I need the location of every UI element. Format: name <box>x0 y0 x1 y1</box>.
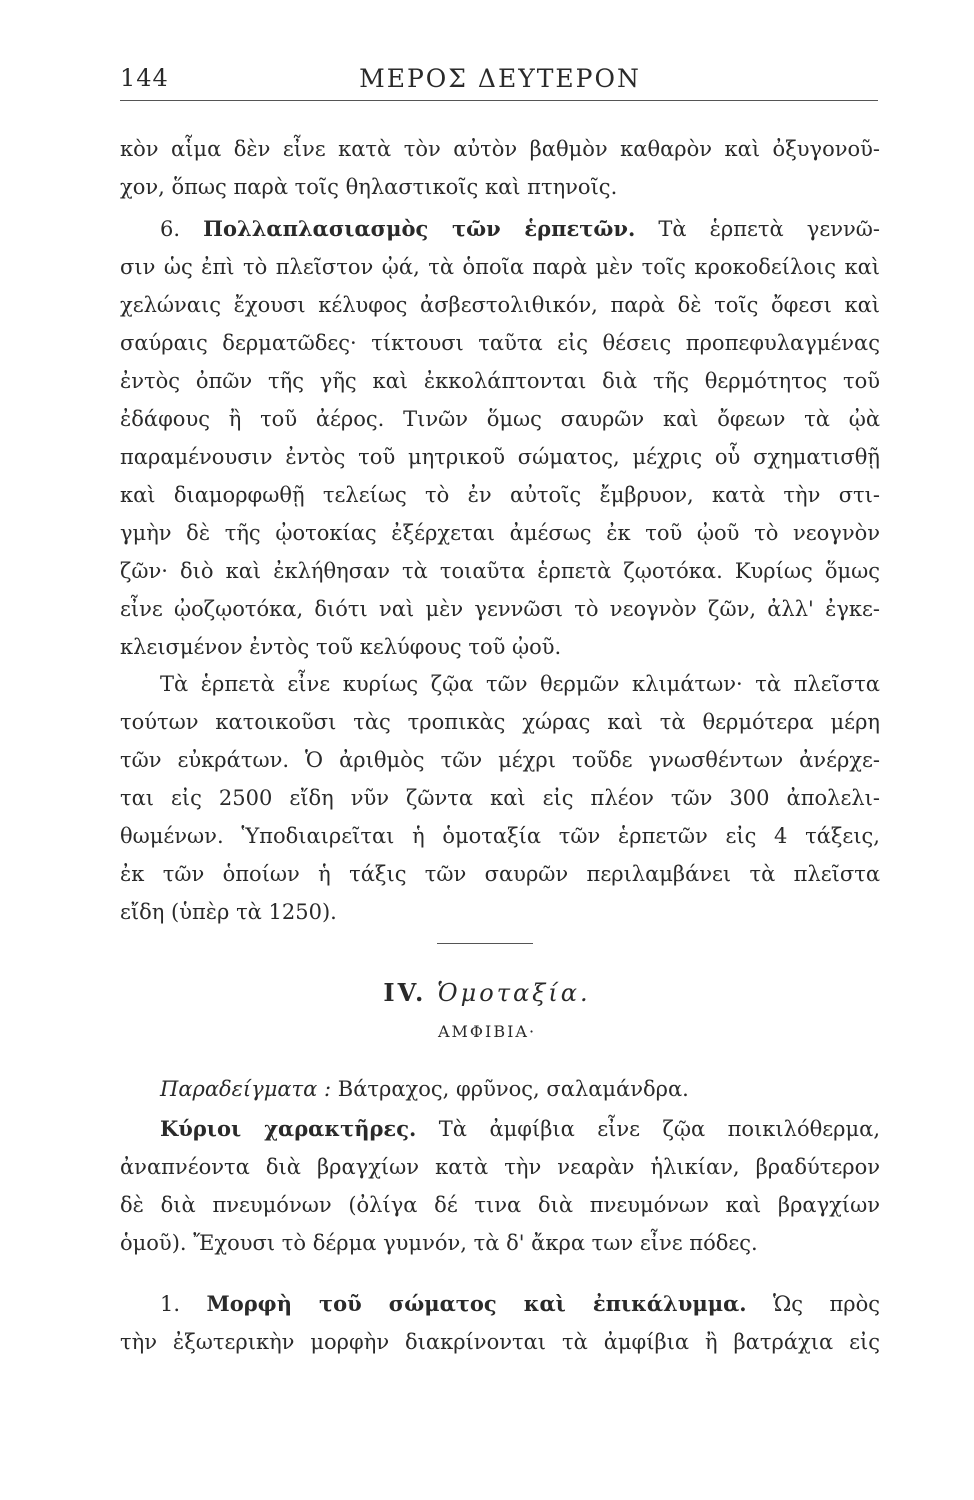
examples-text: Βάτραχος, φρῦνος, σαλαμάνδρα. <box>337 1077 689 1101</box>
section-name: Ὁμοταξία. <box>437 979 591 1007</box>
text-line: ἐντὸς ὀπῶν τῆς γῆς καὶ ἐκκολάπτονται διὰ τῆς θερμότητος τοῦ <box>120 369 880 393</box>
text-line: ὁμοῦ). Ἔχουσι τὸ δέρμα γυμνόν, τὰ δ' ἄκρα των εἶνε πόδες. <box>120 1231 758 1255</box>
paragraph-distribution <box>120 665 880 931</box>
text-line: κὸν αἷμα δὲν εἶνε κατὰ τὸν αὐτὸν βαθμὸν καθαρὸν καὶ ὀξυγονοῦ- <box>120 137 880 161</box>
running-head: ΜΕΡΟΣ ΔΕΥΤΕΡΟΝ <box>359 64 641 93</box>
page-number: 144 <box>120 64 169 92</box>
examples-line <box>120 1070 880 1108</box>
text-line: ζῶν· διὸ καὶ ἐκλήθησαν τὰ τοιαῦτα ἑρπετὰ ζῳοτόκα. Κυρίως ὅμως <box>120 559 880 583</box>
text-line: τῶν εὐκράτων. Ὁ ἀριθμὸς τῶν μέχρι τοῦδε γνωσθέντων ἀνέρχε- <box>120 748 880 772</box>
section-number: 6. <box>160 217 181 241</box>
text-line: ται εἰς 2500 εἴδη νῦν ζῶντα καὶ εἰς πλέον τῶν 300 ἀπολελι- <box>120 786 880 810</box>
text-line <box>120 1110 880 1148</box>
paragraph-continuation <box>120 130 880 206</box>
text-line: χον, ὅπως παρὰ τοῖς θηλαστικοῖς καὶ πτηνοῖς. <box>120 175 618 199</box>
text-line: παραμένουσιν ἐντὸς τοῦ μητρικοῦ σώματος, μέχρις οὗ σχηματισθῇ <box>120 445 880 469</box>
paragraph-heading: Μορφὴ τοῦ σώματος καὶ ἐπικάλυμμα. <box>206 1291 747 1316</box>
text-line: Τὰ ἑρπετὰ εἶνε κυρίως ζῷα τῶν θερμῶν κλιμάτων· τὰ πλεῖστα <box>160 672 880 696</box>
text-line: ἀναπνέοντα διὰ βραγχίων κατὰ τὴν νεαρὰν ἡλικίαν, βραδύτερον <box>120 1155 880 1179</box>
paragraph-characters <box>120 1110 880 1262</box>
text-line: κλεισμένον ἐντὸς τοῦ κελύφους τοῦ ᾠοῦ. <box>120 635 562 659</box>
text-line: καὶ διαμορφωθῇ τελείως τὸ ἐν αὐτοῖς ἔμβρυον, κατὰ τὴν στι- <box>120 483 880 507</box>
section-title <box>0 978 974 1007</box>
paragraph-heading: Κύριοι χαρακτῆρες. <box>160 1116 417 1141</box>
text-line <box>120 210 880 248</box>
text-line: θωμένων. Ὑποδιαιρεῖται ἡ ὁμοταξία τῶν ἑρπετῶν εἰς 4 τάξεις, <box>120 824 880 848</box>
text-line: χελώναις ἔχουσι κέλυφος ἀσβεστολιθικόν, παρὰ δὲ τοῖς ὄφεσι καὶ <box>120 293 880 317</box>
text-line: εἴδη (ὑπὲρ τὰ 1250). <box>120 900 337 924</box>
page-header <box>120 58 880 98</box>
text-line: δὲ διὰ πνευμόνων (ὀλίγα δέ τινα διὰ πνευμόνων καὶ βραγχίων <box>120 1193 880 1217</box>
examples-label: Παραδείγματα : <box>160 1077 332 1101</box>
text-run: Τὰ ἑρπετὰ γεννῶ- <box>658 217 880 241</box>
section-subtitle: ΑΜΦΙΒΙΑ· <box>437 1022 537 1041</box>
text-line: ἐκ τῶν ὁποίων ἡ τάξις τῶν σαυρῶν περιλαμβάνει τὰ πλεῖστα <box>120 862 880 886</box>
text-line <box>120 1285 880 1323</box>
section-number: 1. <box>160 1292 181 1316</box>
paragraph-morphology <box>120 1285 880 1361</box>
text-line: τούτων κατοικοῦσι τὰς τροπικὰς χώρας καὶ τὰ θερμότερα μέρη <box>120 710 880 734</box>
text-line: σιν ὡς ἐπὶ τὸ πλεῖστον ᾠά, τὰ ὁποῖα παρὰ μὲν τοῖς κροκοδείλοις καὶ <box>120 255 880 279</box>
paragraph-reproduction <box>120 210 880 666</box>
section-numeral: IV. <box>383 978 427 1007</box>
paragraph-heading: Πολλαπλασιασμὸς τῶν ἑρπετῶν. <box>203 216 636 241</box>
text-line: τὴν ἐξωτερικὴν μορφὴν διακρίνονται τὰ ἀμφίβια ἢ βατράχια εἰς <box>120 1330 880 1354</box>
text-line: ἐδάφους ἢ τοῦ ἀέρος. Τινῶν ὅμως σαυρῶν καὶ ὄφεων τὰ ᾠὰ <box>120 407 880 431</box>
section-separator <box>437 943 533 944</box>
text-run: Ὡς πρὸς <box>773 1292 880 1316</box>
text-run: Τὰ ἀμφίβια εἶνε ζῷα ποικιλόθερμα, <box>438 1117 880 1141</box>
header-rule <box>120 100 878 101</box>
text-line <box>120 1070 880 1108</box>
text-line: γμὴν δὲ τῆς ᾠοτοκίας ἐξέρχεται ἀμέσως ἐκ τοῦ ᾠοῦ τὸ νεογνὸν <box>120 521 880 545</box>
text-line: σαύραις δερματῶδες· τίκτουσι ταῦτα εἰς θέσεις προπεφυλαγμένας <box>120 331 880 355</box>
text-line: εἶνε ᾠοζῳοτόκα, διότι ναὶ μὲν γεννῶσι τὸ νεογνὸν ζῶν, ἀλλ' ἐγκε- <box>120 597 880 621</box>
